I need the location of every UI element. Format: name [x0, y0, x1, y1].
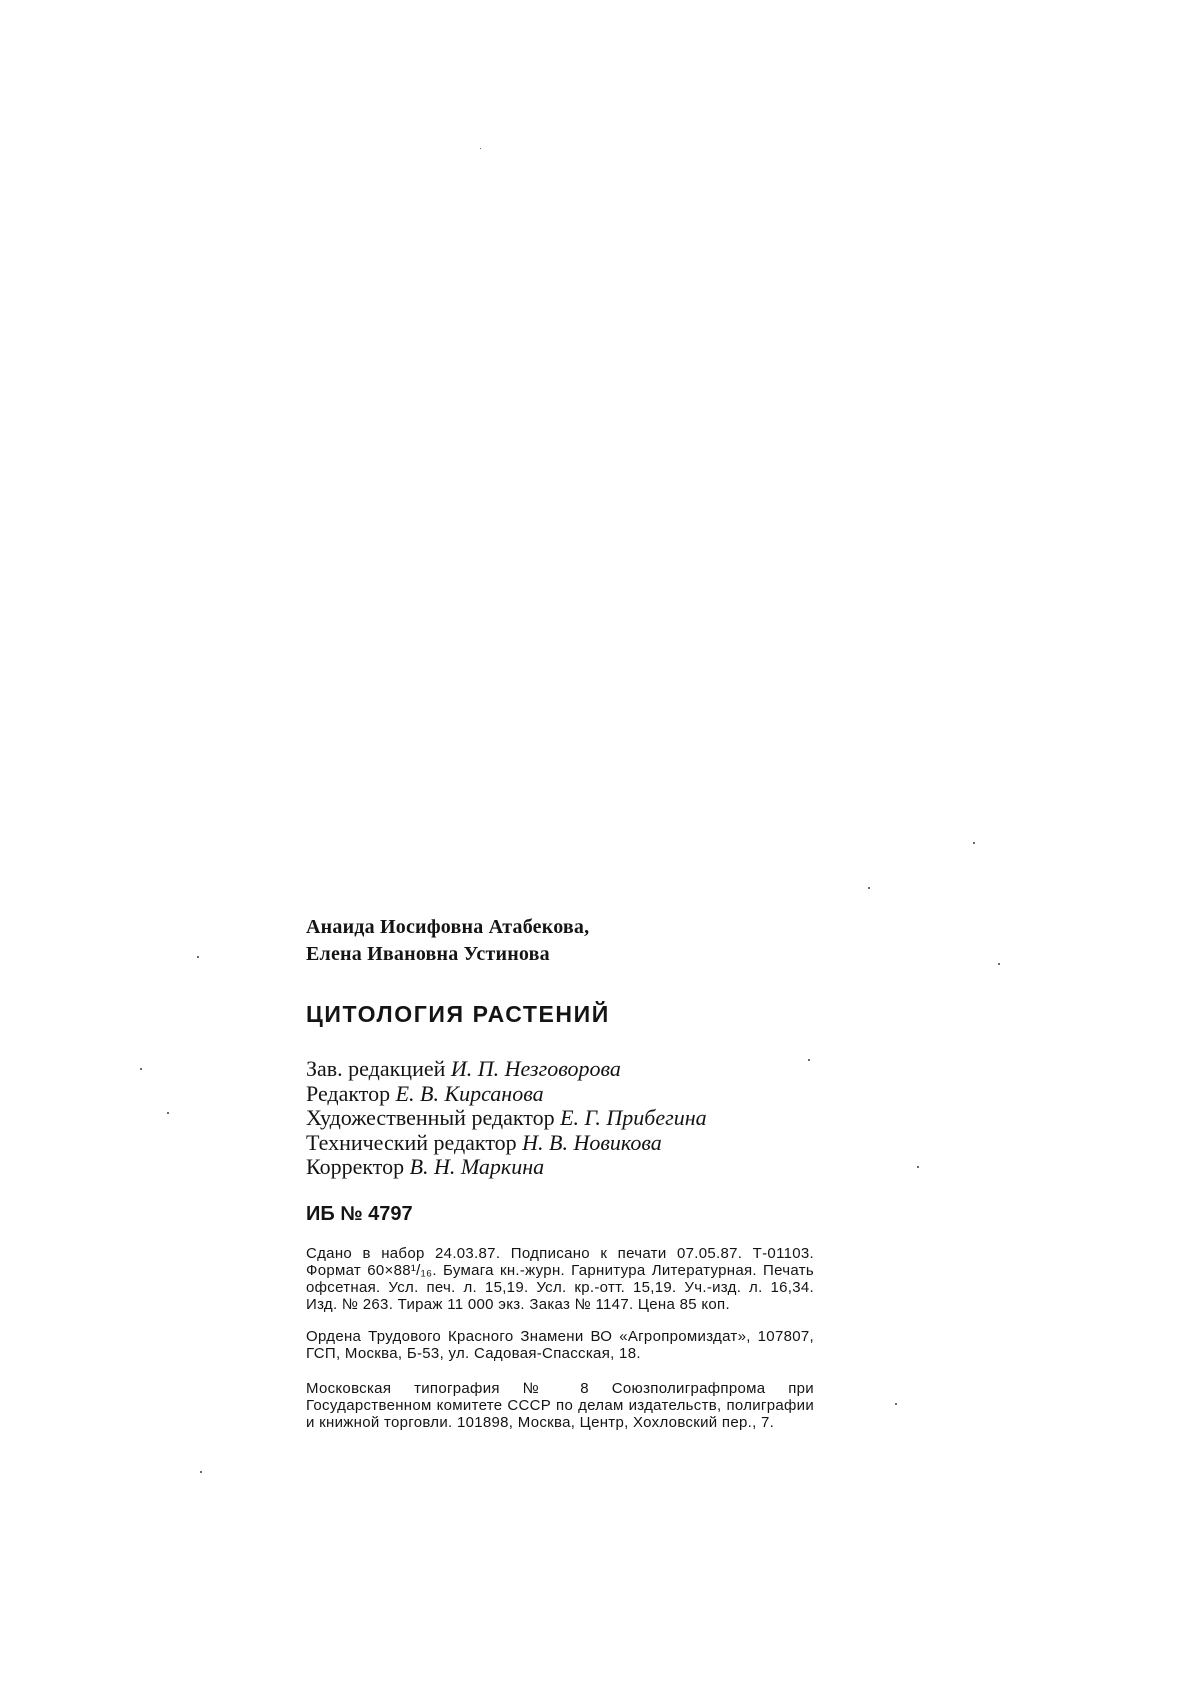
- staff-line: [306, 1155, 816, 1180]
- staff-name: И. П. Незговорова: [450, 1056, 621, 1081]
- staff-name: В. Н. Маркина: [409, 1154, 545, 1179]
- author-line: Анаида Иосифовна Атабекова,: [306, 916, 590, 938]
- scan-speck: [895, 1403, 897, 1405]
- scan-speck: [200, 1471, 202, 1473]
- staff-role: Зав. редакцией: [306, 1056, 446, 1081]
- scan-speck: [868, 887, 870, 889]
- author-line: Елена Ивановна Устинова: [306, 943, 550, 965]
- scan-speck: [480, 148, 481, 149]
- imprint-details: Сдано в набор 24.03.87. Подписано к печати 07.05.87. Т-01103. Формат 60×88¹/₁₆. Бумага кн.-журн. Гарнитура Литературная. Печать офсетная. Усл. печ. л. 15,19. Усл. кр.-отт. 15,19. Уч.-изд. л. 16,34. Изд. № 263. Тираж 11 000 экз. Заказ № 1147. Цена 85 коп.: [306, 1244, 814, 1313]
- staff-role: Технический редактор: [306, 1129, 517, 1155]
- staff-name: Н. В. Новикова: [522, 1129, 662, 1155]
- scan-speck: [973, 842, 975, 844]
- scan-speck: [197, 956, 199, 958]
- staff-role: Корректор: [306, 1154, 405, 1179]
- colophon: [306, 914, 816, 1431]
- staff-line: [306, 1082, 816, 1107]
- staff-role: Редактор: [306, 1080, 391, 1106]
- ib-number: ИБ № 4797: [306, 1202, 413, 1225]
- scan-speck: [167, 1112, 169, 1114]
- staff-line: [306, 1131, 816, 1156]
- book-title: ЦИТОЛОГИЯ РАСТЕНИЙ: [306, 1001, 610, 1027]
- editorial-staff: [306, 1057, 816, 1180]
- scan-speck: [917, 1166, 919, 1168]
- staff-role: Художественный редактор: [306, 1105, 555, 1130]
- scan-speck: [998, 963, 1000, 965]
- scan-speck: [140, 1068, 142, 1070]
- staff-name: Е. Г. Прибегина: [560, 1105, 707, 1130]
- staff-name: Е. В. Кирсанова: [395, 1080, 544, 1106]
- staff-line: [306, 1106, 816, 1131]
- staff-line: [306, 1057, 816, 1082]
- printer-info: Московская типография № 8 Союзполиграфпрома при Государственном комитете СССР по делам издательств, полиграфии и книжной торговли. 101898, Москва, Центр, Хохловский пер., 7.: [306, 1379, 814, 1431]
- publisher-info: Ордена Трудового Красного Знамени ВО «Агропромиздат», 107807, ГСП, Москва, Б-53, ул. Садовая-Спасская, 18.: [306, 1327, 814, 1362]
- authors: [306, 914, 816, 968]
